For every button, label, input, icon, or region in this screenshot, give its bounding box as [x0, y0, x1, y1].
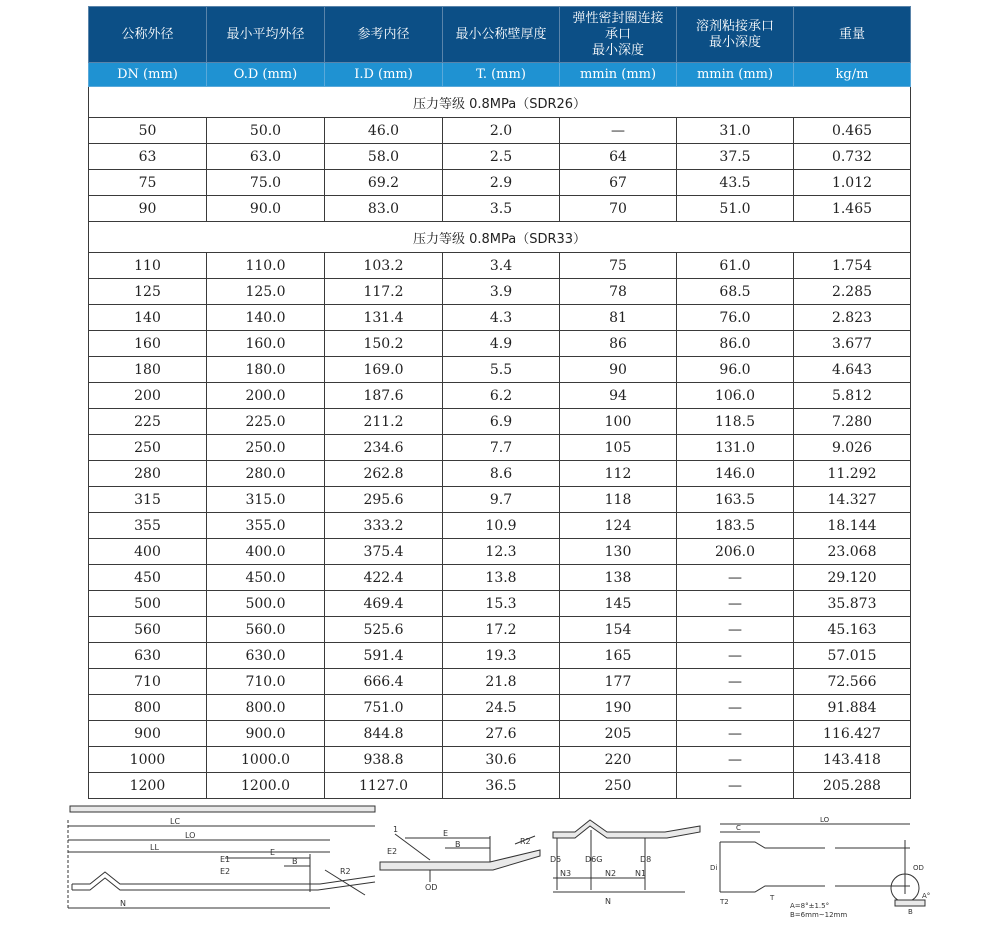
table-cell: 4.3	[443, 305, 560, 331]
header-cell-cn	[794, 7, 911, 63]
header-cell-unit: mmin (mm)	[677, 63, 794, 87]
table-cell: 43.5	[677, 170, 794, 196]
table-cell: 180.0	[207, 357, 325, 383]
table-cell: 75	[89, 170, 207, 196]
diagram2-label-od: OD	[425, 883, 438, 892]
diagram4-label-c: C	[736, 824, 741, 832]
table-cell: 525.6	[325, 617, 443, 643]
table-cell: 69.2	[325, 170, 443, 196]
table-row	[89, 409, 911, 435]
table-cell: 21.8	[443, 669, 560, 695]
table-cell: 0.465	[794, 118, 911, 144]
header-cell-unit: O.D (mm)	[207, 63, 325, 87]
diagram1-label-lo: LO	[185, 831, 196, 840]
table-cell: 355	[89, 513, 207, 539]
table-cell: 630.0	[207, 643, 325, 669]
table-row	[89, 357, 911, 383]
diagram4-label-b-range: B=6mm~12mm	[790, 911, 848, 919]
table-row	[89, 196, 911, 222]
table-cell: 23.068	[794, 539, 911, 565]
table-cell: 103.2	[325, 253, 443, 279]
table-cell: 145	[560, 591, 677, 617]
table-cell: 5.5	[443, 357, 560, 383]
table-cell: 2.5	[443, 144, 560, 170]
table-cell: 333.2	[325, 513, 443, 539]
table-cell: 450	[89, 565, 207, 591]
table-cell: 2.285	[794, 279, 911, 305]
table-row	[89, 513, 911, 539]
diagram3-label-n1: N1	[635, 869, 647, 878]
table-cell: 225	[89, 409, 207, 435]
diagram4-label-di: Di	[710, 864, 718, 872]
table-cell: 190	[560, 695, 677, 721]
table-cell: 710	[89, 669, 207, 695]
table-row	[89, 669, 911, 695]
header-cn-line: 参考内径	[357, 26, 410, 42]
table-cell: 154	[560, 617, 677, 643]
table-cell: 355.0	[207, 513, 325, 539]
table-cell: 63	[89, 144, 207, 170]
header-cell-unit: I.D (mm)	[325, 63, 443, 87]
table-cell: 45.163	[794, 617, 911, 643]
table-row	[89, 253, 911, 279]
table-cell: 1127.0	[325, 773, 443, 799]
table-cell: 315	[89, 487, 207, 513]
group-title: 压力等级 0.8MPa（SDR33）	[89, 222, 911, 253]
table-row	[89, 539, 911, 565]
table-cell: —	[677, 643, 794, 669]
table-cell: 450.0	[207, 565, 325, 591]
table-cell: 11.292	[794, 461, 911, 487]
table-cell: 61.0	[677, 253, 794, 279]
table-cell: 666.4	[325, 669, 443, 695]
table-cell: 1.754	[794, 253, 911, 279]
table-row	[89, 435, 911, 461]
header-cn-line: 弹性密封圈连接	[572, 10, 664, 26]
table-cell: 58.0	[325, 144, 443, 170]
table-cell: 130	[560, 539, 677, 565]
header-cn-line: 溶剂粘接承口	[695, 18, 774, 34]
diagram4-label-b: B	[908, 908, 913, 916]
diagram1-label-ll: LL	[150, 843, 159, 852]
table-cell: 15.3	[443, 591, 560, 617]
table-cell: 8.6	[443, 461, 560, 487]
table-row	[89, 487, 911, 513]
diagram1-label-lc: LC	[170, 817, 181, 826]
header-cn-line: 最小平均外径	[226, 26, 305, 42]
table-cell: —	[677, 669, 794, 695]
diagram2-label-r2: R2	[520, 837, 531, 846]
table-cell: 900.0	[207, 721, 325, 747]
table-cell: 106.0	[677, 383, 794, 409]
table-cell: 280	[89, 461, 207, 487]
table-cell: 124	[560, 513, 677, 539]
table-cell: —	[677, 747, 794, 773]
table-cell: 1000.0	[207, 747, 325, 773]
table-cell: 72.566	[794, 669, 911, 695]
table-cell: 6.2	[443, 383, 560, 409]
table-cell: 110.0	[207, 253, 325, 279]
pipe-diagrams	[0, 800, 1000, 931]
table-cell: 19.3	[443, 643, 560, 669]
table-cell: 81	[560, 305, 677, 331]
table-cell: 220	[560, 747, 677, 773]
table-cell: 29.120	[794, 565, 911, 591]
table-cell: 37.5	[677, 144, 794, 170]
header-cell-unit: DN (mm)	[89, 63, 207, 87]
table-cell: 2.823	[794, 305, 911, 331]
table-row	[89, 118, 911, 144]
table-cell: 234.6	[325, 435, 443, 461]
diagram1-label-n: N	[120, 899, 126, 908]
header-cell-cn	[443, 7, 560, 63]
table-row	[89, 747, 911, 773]
table-cell: 400	[89, 539, 207, 565]
table-cell: —	[677, 695, 794, 721]
diagram-seal-socket	[545, 800, 710, 931]
group-title-row	[89, 222, 911, 253]
table-cell: 112	[560, 461, 677, 487]
table-cell: 5.812	[794, 383, 911, 409]
table-cell: 7.280	[794, 409, 911, 435]
table-cell: 17.2	[443, 617, 560, 643]
diagram1-label-e: E	[270, 848, 276, 857]
table-cell: 14.327	[794, 487, 911, 513]
table-cell: 6.9	[443, 409, 560, 435]
table-cell: 187.6	[325, 383, 443, 409]
table-cell: 83.0	[325, 196, 443, 222]
table-cell: 469.4	[325, 591, 443, 617]
table-cell: 67	[560, 170, 677, 196]
table-cell: 146.0	[677, 461, 794, 487]
table-row	[89, 461, 911, 487]
table-cell: 75.0	[207, 170, 325, 196]
table-cell: 94	[560, 383, 677, 409]
table-cell: 938.8	[325, 747, 443, 773]
table-cell: 118.5	[677, 409, 794, 435]
table-cell: 751.0	[325, 695, 443, 721]
header-cell-cn	[560, 7, 677, 63]
table-cell: 76.0	[677, 305, 794, 331]
group-title-row	[89, 87, 911, 118]
diagram3-label-d5: D5	[550, 855, 562, 864]
table-cell: 2.9	[443, 170, 560, 196]
table-cell: 1.012	[794, 170, 911, 196]
table-cell: 225.0	[207, 409, 325, 435]
diagram-pipe-bell-end	[60, 800, 380, 931]
table-cell: 36.5	[443, 773, 560, 799]
table-cell: 27.6	[443, 721, 560, 747]
header-cn-line: 最小深度	[591, 42, 644, 58]
table-cell: 3.9	[443, 279, 560, 305]
table-cell: 90.0	[207, 196, 325, 222]
header-cell-unit: mmin (mm)	[560, 63, 677, 87]
table-cell: 110	[89, 253, 207, 279]
header-cell-cn	[89, 7, 207, 63]
table-cell: 800.0	[207, 695, 325, 721]
table-cell: 591.4	[325, 643, 443, 669]
table-cell: 24.5	[443, 695, 560, 721]
table-cell: 4.643	[794, 357, 911, 383]
table-cell: 4.9	[443, 331, 560, 357]
table-cell: 7.7	[443, 435, 560, 461]
table-row	[89, 773, 911, 799]
header-row-chinese	[89, 7, 911, 63]
table-row	[89, 721, 911, 747]
table-cell: 138	[560, 565, 677, 591]
table-cell: 125	[89, 279, 207, 305]
table-cell: 150.2	[325, 331, 443, 357]
table-cell: 200	[89, 383, 207, 409]
table-cell: 163.5	[677, 487, 794, 513]
table-row	[89, 695, 911, 721]
table-cell: 262.8	[325, 461, 443, 487]
table-row	[89, 170, 911, 196]
table-cell: 710.0	[207, 669, 325, 695]
table-cell: 560.0	[207, 617, 325, 643]
table-cell: 375.4	[325, 539, 443, 565]
table-row	[89, 305, 911, 331]
table-cell: 105	[560, 435, 677, 461]
table-cell: 1200	[89, 773, 207, 799]
header-cn-line: 承口	[604, 26, 631, 42]
diagram3-label-d6g: D6G	[585, 855, 603, 864]
table-cell: —	[677, 773, 794, 799]
table-cell: 200.0	[207, 383, 325, 409]
table-row	[89, 591, 911, 617]
table-cell: 3.677	[794, 331, 911, 357]
table-cell: 131.0	[677, 435, 794, 461]
diagram-solvent-socket	[710, 800, 938, 931]
table-cell: 1000	[89, 747, 207, 773]
table-cell: 205.288	[794, 773, 911, 799]
table-cell: 90	[89, 196, 207, 222]
diagram2-label-1: 1	[393, 825, 399, 834]
diagram3-label-n3: N3	[560, 869, 572, 878]
diagram1-label-r2: R2	[340, 867, 351, 876]
table-cell: 125.0	[207, 279, 325, 305]
table-row	[89, 617, 911, 643]
header-row-units	[89, 63, 911, 87]
diagram4-label-lo: LO	[820, 816, 830, 824]
header-cn-line: 最小深度	[708, 34, 761, 50]
table-cell: 0.732	[794, 144, 911, 170]
header-cell-unit: kg/m	[794, 63, 911, 87]
table-cell: 63.0	[207, 144, 325, 170]
table-cell: 35.873	[794, 591, 911, 617]
table-cell: —	[560, 118, 677, 144]
table-cell: 10.9	[443, 513, 560, 539]
table-cell: 118	[560, 487, 677, 513]
diagram2-label-e2: E2	[387, 847, 398, 856]
table-cell: 90	[560, 357, 677, 383]
diagram4-label-a-deg: A°	[922, 892, 931, 900]
table-cell: 250	[89, 435, 207, 461]
table-cell: 500.0	[207, 591, 325, 617]
table-body	[89, 87, 911, 799]
table-cell: 12.3	[443, 539, 560, 565]
header-cell-unit: T. (mm)	[443, 63, 560, 87]
table-cell: 1.465	[794, 196, 911, 222]
table-cell: 211.2	[325, 409, 443, 435]
table-cell: 205	[560, 721, 677, 747]
table-cell: 800	[89, 695, 207, 721]
diagram2-label-b: B	[455, 840, 461, 849]
table-cell: 68.5	[677, 279, 794, 305]
header-cn-line: 最小公称壁厚度	[455, 26, 547, 42]
table-cell: 78	[560, 279, 677, 305]
table-cell: 46.0	[325, 118, 443, 144]
header-cell-cn	[325, 7, 443, 63]
group-title: 压力等级 0.8MPa（SDR26）	[89, 87, 911, 118]
table-cell: 206.0	[677, 539, 794, 565]
table-cell: 500	[89, 591, 207, 617]
header-cn-line: 重量	[838, 26, 865, 42]
table-cell: 177	[560, 669, 677, 695]
table-cell: 140.0	[207, 305, 325, 331]
diagram4-label-t2: T2	[720, 898, 729, 906]
table-row	[89, 643, 911, 669]
table-cell: 2.0	[443, 118, 560, 144]
diagram4-label-t: T	[770, 894, 775, 902]
diagram-spigot-detail	[375, 800, 545, 931]
table-cell: —	[677, 617, 794, 643]
table-cell: 86.0	[677, 331, 794, 357]
table-cell: 9.026	[794, 435, 911, 461]
table-cell: 295.6	[325, 487, 443, 513]
table-cell: 169.0	[325, 357, 443, 383]
table-cell: 50.0	[207, 118, 325, 144]
table-cell: 3.4	[443, 253, 560, 279]
table-cell: 560	[89, 617, 207, 643]
table-row	[89, 144, 911, 170]
table-cell: 30.6	[443, 747, 560, 773]
table-cell: 160	[89, 331, 207, 357]
table-cell: 70	[560, 196, 677, 222]
diagram1-label-b: B	[292, 857, 298, 866]
table-cell: 100	[560, 409, 677, 435]
table-cell: 400.0	[207, 539, 325, 565]
table-cell: 140	[89, 305, 207, 331]
table-cell: 280.0	[207, 461, 325, 487]
table-cell: 250	[560, 773, 677, 799]
diagram4-label-angle: A=8°±1.5°	[790, 902, 830, 910]
header-cell-cn	[207, 7, 325, 63]
header-cell-cn	[677, 7, 794, 63]
table-cell: 630	[89, 643, 207, 669]
diagram3-label-n2: N2	[605, 869, 617, 878]
table-cell: 50	[89, 118, 207, 144]
diagram3-label-n: N	[605, 897, 611, 906]
table-cell: 18.144	[794, 513, 911, 539]
table-cell: 75	[560, 253, 677, 279]
table-row	[89, 383, 911, 409]
table-cell: 160.0	[207, 331, 325, 357]
diagram4-label-od: OD	[913, 864, 924, 872]
table-cell: 91.884	[794, 695, 911, 721]
table-cell: —	[677, 565, 794, 591]
table-row	[89, 331, 911, 357]
table-row	[89, 565, 911, 591]
diagram3-label-d8: D8	[640, 855, 652, 864]
table-cell: 250.0	[207, 435, 325, 461]
diagram2-label-e: E	[443, 829, 449, 838]
table-cell: 183.5	[677, 513, 794, 539]
table-cell: 844.8	[325, 721, 443, 747]
table-cell: 57.015	[794, 643, 911, 669]
table-row	[89, 279, 911, 305]
table-cell: 143.418	[794, 747, 911, 773]
table-cell: 315.0	[207, 487, 325, 513]
pipe-spec-table	[88, 6, 911, 799]
table-cell: 31.0	[677, 118, 794, 144]
table-cell: —	[677, 721, 794, 747]
table-cell: 13.8	[443, 565, 560, 591]
table-cell: 3.5	[443, 196, 560, 222]
header-cn-line: 公称外径	[121, 26, 174, 42]
table-cell: 96.0	[677, 357, 794, 383]
table-cell: 900	[89, 721, 207, 747]
table-cell: 1200.0	[207, 773, 325, 799]
table-cell: 86	[560, 331, 677, 357]
table-cell: 165	[560, 643, 677, 669]
table-cell: 116.427	[794, 721, 911, 747]
table-cell: 422.4	[325, 565, 443, 591]
table-cell: 64	[560, 144, 677, 170]
table-cell: 9.7	[443, 487, 560, 513]
table-cell: 131.4	[325, 305, 443, 331]
diagram1-label-e1: E1	[220, 855, 231, 864]
table-cell: —	[677, 591, 794, 617]
table-cell: 180	[89, 357, 207, 383]
table-cell: 51.0	[677, 196, 794, 222]
diagram1-label-e2: E2	[220, 867, 231, 876]
table-cell: 117.2	[325, 279, 443, 305]
